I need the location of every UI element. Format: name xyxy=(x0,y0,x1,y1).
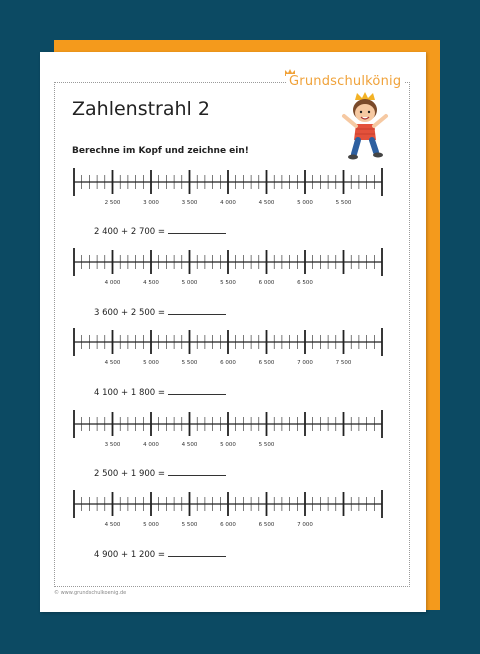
number-line xyxy=(72,408,384,454)
tick-label: 6 000 xyxy=(220,522,236,528)
tick-label: 7 000 xyxy=(297,360,313,366)
equation-text: 2 500 + 1 900 = xyxy=(94,469,166,479)
tick-label: 4 500 xyxy=(104,360,121,366)
number-line-ticks xyxy=(72,408,384,440)
tick-label: 5 000 xyxy=(220,442,236,448)
tick-label: 4 500 xyxy=(258,200,275,206)
number-line xyxy=(72,488,384,534)
worksheet-page xyxy=(40,52,426,612)
footer-copyright: © www.grundschulkoenig.de xyxy=(54,590,127,596)
equation xyxy=(94,548,226,560)
equation xyxy=(94,306,226,318)
tick-label: 7 500 xyxy=(335,360,352,366)
page-title: Zahlenstrahl 2 xyxy=(72,98,210,120)
tick-label: 5 500 xyxy=(258,442,275,448)
answer-blank[interactable] xyxy=(168,548,226,557)
tick-label: 5 000 xyxy=(143,360,159,366)
tick-label: 5 000 xyxy=(181,280,198,286)
equation-text: 3 600 + 2 500 = xyxy=(94,308,166,318)
equation xyxy=(94,386,226,398)
tick-label: 4 500 xyxy=(181,442,198,448)
number-line xyxy=(72,166,384,212)
tick-label: 6 000 xyxy=(258,280,275,286)
number-line xyxy=(72,246,384,292)
answer-blank[interactable] xyxy=(168,225,226,234)
answer-blank[interactable] xyxy=(168,467,226,476)
tick-label: 4 500 xyxy=(104,522,121,528)
tick-label: 3 500 xyxy=(104,442,121,448)
number-line-ticks xyxy=(72,488,384,520)
answer-blank[interactable] xyxy=(168,306,226,315)
tick-label: 5 000 xyxy=(143,522,159,528)
answer-blank[interactable] xyxy=(168,386,226,395)
tick-label: 7 000 xyxy=(297,522,313,528)
tick-label: 3 500 xyxy=(181,200,198,206)
number-line-ticks xyxy=(72,326,384,358)
tick-label: 5 500 xyxy=(181,360,198,366)
tick-label: 6 500 xyxy=(258,360,275,366)
tick-label: 5 500 xyxy=(335,200,352,206)
tick-label: 5 000 xyxy=(297,200,313,206)
tick-label: 2 500 xyxy=(104,200,121,206)
number-line-ticks xyxy=(72,166,384,198)
equation-text: 4 900 + 1 200 = xyxy=(94,550,166,560)
tick-label: 4 500 xyxy=(143,280,159,286)
tick-label: 6 500 xyxy=(258,522,275,528)
tick-label: 4 000 xyxy=(220,200,236,206)
tick-label: 5 500 xyxy=(220,280,236,286)
number-line xyxy=(72,326,384,372)
equation xyxy=(94,225,226,237)
tick-label: 3 000 xyxy=(143,200,159,206)
brand-logo: Grundschulkönig xyxy=(286,74,404,89)
tick-label: 4 000 xyxy=(104,280,121,286)
boy-mascot-illustration xyxy=(336,90,394,162)
equation-text: 2 400 + 2 700 = xyxy=(94,227,166,237)
tick-label: 5 500 xyxy=(181,522,198,528)
tick-label: 6 500 xyxy=(297,280,313,286)
tick-label: 4 000 xyxy=(143,442,159,448)
equation xyxy=(94,467,226,479)
instruction-text: Berechne im Kopf und zeichne ein! xyxy=(72,146,249,156)
number-line-ticks xyxy=(72,246,384,278)
tick-label: 6 000 xyxy=(220,360,236,366)
equation-text: 4 100 + 1 800 = xyxy=(94,388,166,398)
